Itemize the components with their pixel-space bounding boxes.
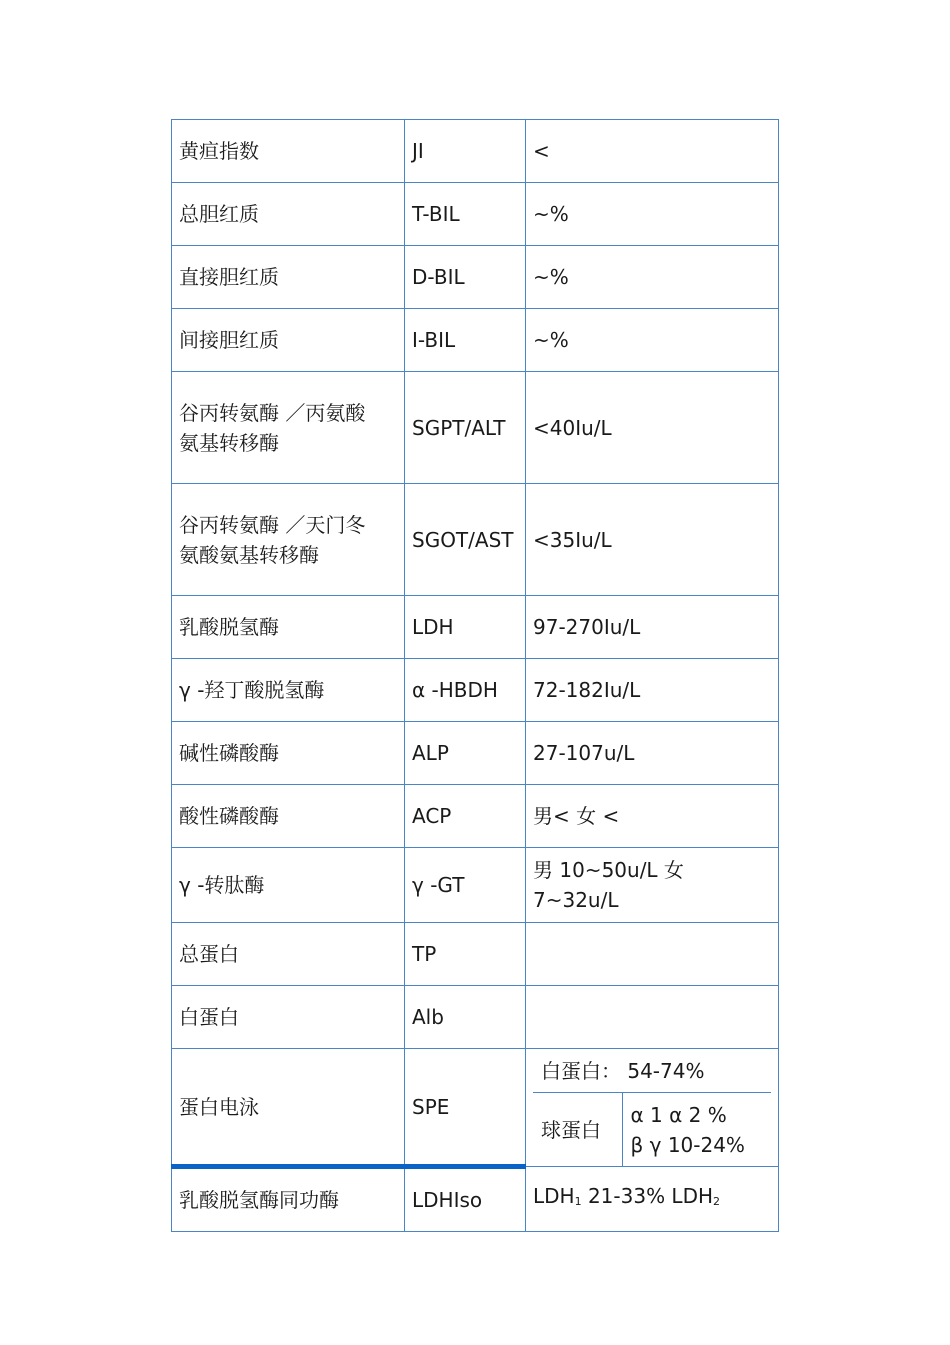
reference-range [526, 1167, 779, 1232]
reference-range [526, 986, 779, 1049]
test-abbr: SGPT/ALT [405, 372, 526, 484]
ldh-range: 21-33% LDH [581, 1184, 714, 1208]
reference-range: 72-182Iu/L [526, 659, 779, 722]
test-name: 蛋白电泳 [172, 1049, 405, 1167]
test-name: 间接胆红质 [172, 309, 405, 372]
test-name: 酸性磷酸酶 [172, 785, 405, 848]
table-row [172, 722, 779, 785]
test-abbr: I-BIL [405, 309, 526, 372]
electrophoresis-subtable [533, 1049, 771, 1166]
albumin-row [533, 1049, 771, 1093]
test-abbr: SGOT/AST [405, 484, 526, 596]
test-abbr: ACP [405, 785, 526, 848]
table-row [172, 1049, 779, 1167]
test-name: 总蛋白 [172, 923, 405, 986]
table-row [172, 986, 779, 1049]
test-abbr: JI [405, 120, 526, 183]
ldh-subscript: 2 [713, 1195, 721, 1208]
table-row [172, 484, 779, 596]
test-name-line: 谷丙转氨酶 ／天门冬 [179, 512, 366, 537]
table-row [172, 183, 779, 246]
globulin-row [533, 1093, 771, 1167]
table-row [172, 596, 779, 659]
test-name: 总胆红质 [172, 183, 405, 246]
reference-range [526, 923, 779, 986]
albumin-range: 白蛋白： 54-74% [533, 1049, 771, 1093]
table-row [172, 785, 779, 848]
table-row [172, 246, 779, 309]
table-row [172, 923, 779, 986]
test-abbr: LDHIso [405, 1167, 526, 1232]
protein-electrophoresis-ranges [526, 1049, 779, 1167]
reference-range: 27-107u/L [526, 722, 779, 785]
test-name: γ -转肽酶 [172, 848, 405, 923]
table-row [172, 659, 779, 722]
reference-range: < [526, 120, 779, 183]
test-name-line: 氨酸氨基转移酶 [179, 542, 319, 567]
test-abbr: LDH [405, 596, 526, 659]
test-name-line: 谷丙转氨酶 ／丙氨酸 [179, 400, 366, 425]
test-abbr: SPE [405, 1049, 526, 1167]
table-row [172, 848, 779, 923]
test-name: 乳酸脱氢酶 [172, 596, 405, 659]
reference-range: <40Iu/L [526, 372, 779, 484]
reference-range-line: 男 10~50u/L 女 [533, 858, 684, 882]
ldh-label: LDH [533, 1184, 575, 1208]
test-name [172, 372, 405, 484]
test-abbr: Alb [405, 986, 526, 1049]
reference-range: <35Iu/L [526, 484, 779, 596]
reference-range: ~% [526, 183, 779, 246]
reference-range [526, 848, 779, 923]
test-name: 直接胆红质 [172, 246, 405, 309]
lab-reference-table [171, 119, 779, 1232]
reference-range: ~% [526, 246, 779, 309]
test-abbr: α -HBDH [405, 659, 526, 722]
reference-range: 男< 女 < [526, 785, 779, 848]
test-name: 黄疸指数 [172, 120, 405, 183]
table-row [172, 120, 779, 183]
reference-range: 97-270Iu/L [526, 596, 779, 659]
test-abbr: D-BIL [405, 246, 526, 309]
table-row [172, 372, 779, 484]
test-abbr: TP [405, 923, 526, 986]
test-abbr: γ -GT [405, 848, 526, 923]
test-name: 白蛋白 [172, 986, 405, 1049]
test-name: 碱性磷酸酶 [172, 722, 405, 785]
test-abbr: ALP [405, 722, 526, 785]
test-name [172, 484, 405, 596]
test-name-line: 氨基转移酶 [179, 430, 279, 455]
table-row [172, 309, 779, 372]
test-abbr: T-BIL [405, 183, 526, 246]
test-name: 乳酸脱氢酶同功酶 [172, 1167, 405, 1232]
reference-range-line: 7~32u/L [533, 888, 619, 912]
table-row [172, 1167, 779, 1232]
globulin-range-line: α 1 α 2 % [630, 1102, 727, 1127]
reference-range: ~% [526, 309, 779, 372]
globulin-ranges [622, 1093, 771, 1167]
ldh-subscript: 1 [574, 1195, 582, 1208]
test-name: γ -羟丁酸脱氢酶 [172, 659, 405, 722]
globulin-label: 球蛋白 [533, 1093, 622, 1167]
globulin-range-line: β γ 10-24% [630, 1132, 745, 1157]
